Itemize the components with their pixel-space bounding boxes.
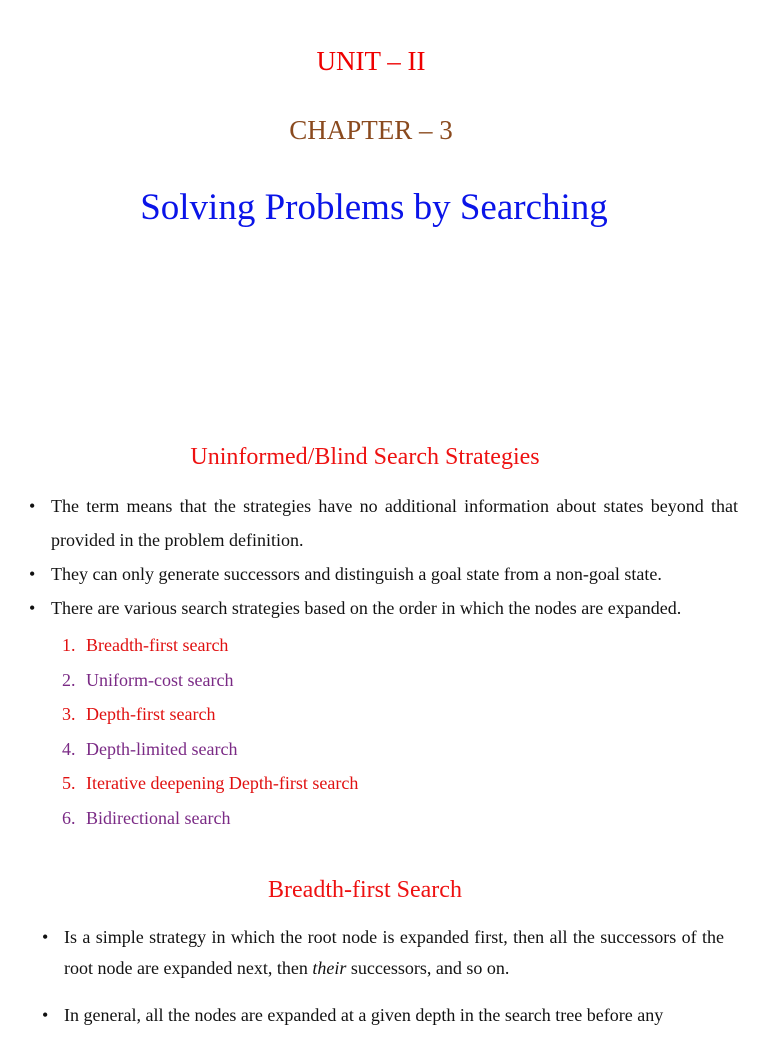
emphasis-text: their [312, 958, 347, 978]
bullet-text: The term means that the strategies have no additional information about states beyond that provided in the problem definition. [51, 496, 738, 550]
bullet-text-part: successors, and so on. [346, 958, 510, 978]
bullet-text-part: Is a simple strategy in which the root node is expanded first, then all the successors of the root node are expanded next, then [64, 927, 724, 978]
bullet-dot-icon: • [42, 927, 49, 947]
list-label: Breadth-first search [86, 635, 229, 655]
list-label: Bidirectional search [86, 807, 231, 828]
search-strategies-list [62, 628, 482, 836]
uninformed-search-bullet-list [29, 489, 738, 625]
list-item-iterative-deepening [62, 766, 482, 801]
bullet-dot-icon: • [29, 564, 36, 584]
page-title: Solving Problems by Searching [140, 187, 608, 228]
bullet-item [29, 489, 738, 557]
unit-title: UNIT – II [316, 46, 426, 76]
bullet-text: They can only generate successors and distinguish a goal state from a non-goal state. [51, 564, 662, 584]
list-number: 5. [62, 773, 76, 794]
bullet-item [42, 922, 724, 984]
bullet-dot-icon: • [42, 1005, 49, 1025]
breadth-first-bullet-list [42, 922, 724, 1047]
bullet-item [29, 557, 738, 591]
bullet-item [29, 591, 738, 625]
bullet-text: In general, all the nodes are expanded at a given depth in the search tree before any [64, 1005, 664, 1025]
bullet-text [64, 927, 724, 978]
list-number: 2. [62, 669, 76, 690]
list-item-uniform-cost [62, 663, 482, 698]
list-label: Uniform-cost search [86, 669, 234, 690]
list-label: Iterative deepening Depth-first search [86, 773, 359, 794]
chapter-title: CHAPTER – 3 [289, 115, 453, 145]
list-item-depth-first [62, 697, 482, 732]
bullet-item [42, 1000, 724, 1031]
list-number: 1. [62, 635, 76, 655]
bullet-text: There are various search strategies based on the order in which the nodes are expanded. [51, 598, 682, 618]
list-number: 4. [62, 738, 76, 759]
list-item-breadth-first [62, 628, 482, 663]
list-label: Depth-first search [86, 704, 216, 725]
list-label: Depth-limited search [86, 738, 238, 759]
bullet-dot-icon: • [29, 598, 36, 618]
section-heading-breadth-first-search: Breadth-first Search [268, 877, 462, 903]
list-number: 3. [62, 704, 76, 725]
list-item-depth-limited [62, 732, 482, 767]
list-item-bidirectional [62, 801, 482, 836]
list-number: 6. [62, 807, 76, 828]
section-heading-uninformed-search: Uninformed/Blind Search Strategies [190, 444, 540, 470]
bullet-dot-icon: • [29, 496, 36, 516]
